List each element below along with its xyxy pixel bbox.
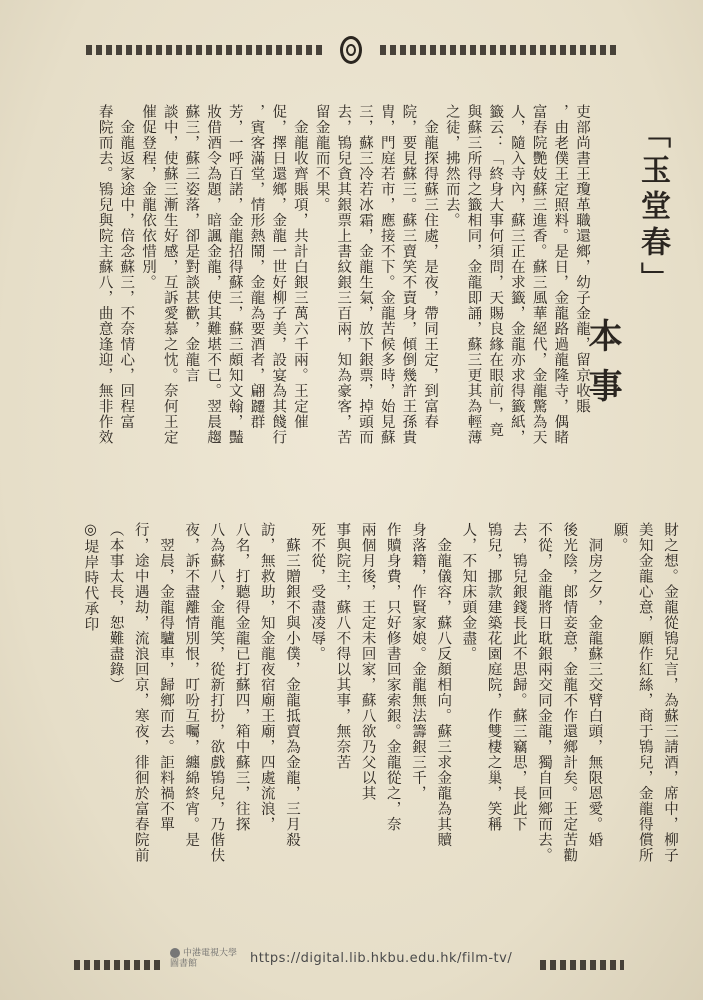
text-column: 事與院主，蘇八不得以其事，無奈苦	[334, 522, 351, 770]
top-ornament-circle-inner	[346, 44, 356, 56]
source-url[interactable]: https://digital.lib.hkbu.edu.hk/film-tv/	[250, 951, 513, 966]
text-column: 財之想。金龍從鴇兒言，為蘇三請酒，席中，柳子	[662, 522, 678, 863]
text-column: 不從，金龍將日耽銀兩交同金龍，獨自回鄉而去。	[536, 522, 552, 863]
text-column: 死不從，受盡凌辱。	[309, 522, 326, 662]
text-column: 三，蘇三冷若冰霜，金龍生氣，放下銀票，掉頭而	[357, 104, 373, 445]
text-column: 去，鴇兒貪其銀票上書紋銀三百兩，知為豪客，苦	[335, 104, 352, 445]
text-column: 夜，訴不盡離情別恨，叮吩互囑，纏綿終宵。是	[183, 522, 200, 848]
text-column: 芳，一呼百諾，金龍招得蘇三，蘇三頗知文翰，豔	[226, 104, 243, 445]
text-column: 與蘇三所得之籤相同，金龍即誦，蘇三更其為輕薄	[465, 104, 482, 445]
text-column: 人，不知床頭金盡。	[460, 522, 477, 662]
text-column: 人，隨入寺內，蘇三正在求籤，金龍亦求得籤紙，	[508, 104, 525, 445]
text-column: 行，途中遇劫，流浪回京，寒夜，徘徊於富春院前	[132, 522, 149, 863]
bottom-ornament-right	[540, 960, 624, 970]
text-column: 籤云：「終身大事何須問，天賜良緣在眼前」，竟	[487, 104, 504, 438]
text-column: 金龍返家途中，倍念蘇三，不奈情心，回程富	[118, 104, 135, 430]
library-logo-text: 中港電視大學圖書館	[170, 948, 238, 969]
text-column: 春院而去。鴇兒與院主蘇八，曲意逢迎，無非作效	[96, 104, 113, 445]
text-column: 訪，無救助，知金龍夜宿廟王廟，四處流浪，	[258, 522, 275, 832]
document-title: 「玉堂春」	[635, 118, 670, 298]
text-column: 去，鴇兒銀錢長此不思歸。蘇三竊思，長此下	[510, 522, 527, 832]
top-ornament-right	[380, 45, 616, 55]
text-column: 之徒，拂然而去。	[443, 104, 460, 228]
text-column: 願。	[611, 522, 628, 553]
bottom-ornament-left	[74, 960, 164, 970]
text-column: 蘇三，蘇三姿落，卻是對談甚歡，金龍言	[183, 104, 200, 383]
text-column: 兩個月後，王定未回家，蘇八欲乃父以其	[359, 522, 376, 801]
text-column: ◎堤岸時代承印	[82, 522, 99, 632]
text-column: 妝借酒令為題，暗諷金龍，使其難堪不已。翌晨趨	[205, 104, 222, 445]
text-column: 洞房之夕，金龍蘇三交臂白頭，無限恩愛。婚	[586, 522, 603, 848]
text-column: ，由老僕王定照料。是日，金龍路過龍隆寺，偶睹	[552, 104, 569, 445]
text-column: 富春院艷妓蘇三進香。蘇三風華絕代，金龍驚為天	[530, 104, 547, 445]
text-column: 八為蘇八，金龍笑，從新打扮，欲戲鴇兒，乃偕伕	[208, 522, 225, 863]
text-column: 後光陰，郎情妾意，金龍不作還鄉計矣。王定苦勸	[561, 522, 578, 863]
text-column: 院，要見蘇三。蘇三賣笑不賣身，傾倒幾許王孫貴	[400, 104, 417, 445]
text-column: （本事太長，恕難盡錄）	[107, 522, 124, 693]
text-column: 談中，使蘇三漸生好感，互訴愛慕之忱。奈何王定	[161, 104, 178, 445]
text-column: 留金龍而不果。	[313, 104, 330, 213]
text-column: 金龍儀容，蘇八反顏相向。蘇三求金龍為其贖	[435, 522, 452, 848]
document-subtitle: 本事	[582, 318, 622, 418]
text-column: 胄，門庭若市，應接不下。金龍苦候多時，始見蘇	[378, 104, 395, 445]
text-column: ，賓客滿堂，情形熱鬧，金龍為要酒者，翩躚群	[248, 104, 265, 430]
text-column: 蘇三贈銀不與小僕，金龍抵賣為金龍，三月殺	[284, 522, 300, 848]
top-ornament-left	[86, 45, 322, 55]
text-column: 促，擇日還鄉，金龍一世好柳子美，設宴為其餞行	[270, 104, 287, 445]
text-column: 金龍收齊賬項，共計白銀三萬六千兩。王定催	[291, 104, 308, 430]
text-column: 催促登程，金龍依依惜別。	[140, 104, 156, 290]
text-column: 作贖身費，只好修書回家索銀。金龍從之，奈	[384, 522, 401, 832]
text-column: 翌晨，金龍得驢車，歸鄉而去。詎料禍不單	[158, 522, 174, 832]
library-logo	[170, 948, 245, 969]
text-column: 吏部尚書王瓊革職還鄉，幼子金龍，留京收賬	[574, 104, 590, 414]
text-column: 鴇兒，挪款建築花園庭院，作雙棲之巢，笑稱	[485, 522, 502, 832]
text-column: 八名，打聽得金龍已打蘇四，箱中蘇三，往探	[233, 522, 250, 832]
text-column: 身落籍，作賢家娘。金龍無法籌銀三千，	[410, 522, 426, 801]
text-column: 金龍探得蘇三住處，是夜，帶同王定，到富春	[422, 104, 439, 430]
text-column: 美知金龍心意，願作紅絲，商于鴇兒，金龍得償所	[636, 522, 653, 863]
library-seal-icon	[170, 948, 180, 958]
